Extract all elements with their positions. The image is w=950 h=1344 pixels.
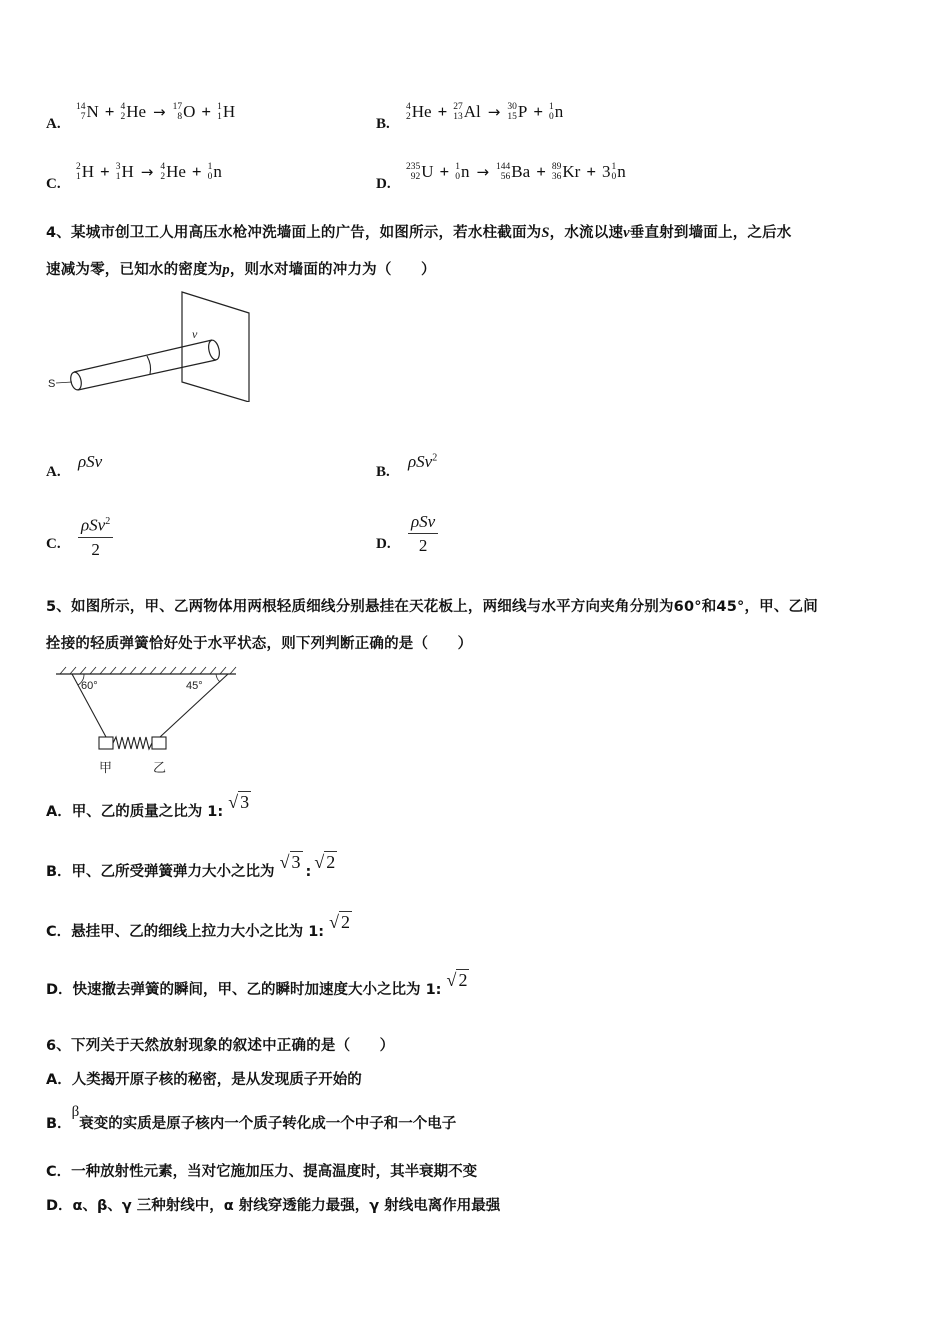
q6-option-c: C．一种放射性元素，当对它施加压力、提高温度时，其半衰期不变 <box>46 1164 478 1180</box>
angle-60-label: 60° <box>81 680 98 692</box>
q3-option-a-label: A. <box>46 116 61 132</box>
figure-v-label: v <box>192 327 198 341</box>
q3-option-d-label: D. <box>376 176 391 192</box>
q4-option-c-expr: $\frac{\rho Sv^2}{2}$ <box>78 512 113 560</box>
angle-45-label: 45° <box>186 680 203 692</box>
q4-option-c-label: C. <box>46 536 61 552</box>
beta-symbol: β <box>71 1104 80 1120</box>
q4-option-a-label: A. <box>46 464 61 480</box>
q6-option-b: B．β衰变的实质是原子核内一个质子转化成一个中子和一个电子 <box>46 1104 457 1132</box>
q4-option-b-label: B. <box>376 464 390 480</box>
q4-question-line2: 速减为零，已知水的密度为p，则水对墙面的冲力为（ ） <box>46 262 436 278</box>
q4-option-d-expr: $\frac{\text{ρSv}}{2}$ <box>408 512 438 556</box>
q5-question-line1: 5、如图所示，甲、乙两物体用两根轻质细线分别悬挂在天花板上，两细线与水平方向夹角分别为60°和45°，甲、乙间 <box>46 599 818 615</box>
spring-figure <box>54 664 244 780</box>
q5-option-a: A．甲、乙的质量之比为 1: √ 3 <box>46 792 250 820</box>
q3-option-d-equation: 235 92 U + 1 0 n → 144 56 Ba + 89 36 Kr + 3 1 0 n <box>406 162 626 182</box>
q3-option-c-label: C. <box>46 176 61 192</box>
q5-option-d: D．快速撤去弹簧的瞬间，甲、乙的瞬时加速度大小之比为 1: √ 2 <box>46 970 468 998</box>
figure-s-label: S <box>48 378 56 390</box>
q4-option-b-expr: ρSv$^2$ <box>408 452 438 471</box>
q4-option-d-label: D. <box>376 536 391 552</box>
q3-option-b-equation: 4 2 He + 27 13 Al → 30 15 P + 1 0 n <box>406 102 564 122</box>
q4-question-line1: 4、某城市创卫工人用高压水枪冲洗墙面上的广告，如图所示，若水柱截面为S，水流以速v垂直射到墙面上，之后水 <box>46 225 792 241</box>
water-jet-figure <box>44 290 254 402</box>
q5-question-line2: 拴接的轻质弹簧恰好处于水平状态，则下列判断正确的是（ ） <box>46 636 473 652</box>
q3-option-a-equation: 14 7 N + 4 2 He → 17 8 O + 1 1 H <box>76 102 236 122</box>
q6-option-d: D．α、β、γ 三种射线中，α 射线穿透能力最强，γ 射线电离作用最强 <box>46 1198 501 1214</box>
q3-option-c-equation: 2 1 H + 3 1 H → 4 2 He + 1 0 n <box>76 162 222 182</box>
block-yi <box>152 737 166 749</box>
q5-option-c: C．悬挂甲、乙的细线上拉力大小之比为 1: √ 2 <box>46 912 351 940</box>
label-yi: 乙 <box>153 761 167 776</box>
q6-question: 6、下列关于天然放射现象的叙述中正确的是（ ） <box>46 1038 395 1054</box>
label-jia: 甲 <box>99 761 113 776</box>
q5-option-b: B．甲、乙所受弹簧弹力大小之比为 √ 3 : √ 2 <box>46 852 336 880</box>
q6-option-a: A．人类揭开原子核的秘密，是从发现质子开始的 <box>46 1072 362 1088</box>
q4-option-a-expr: ρSv <box>78 452 103 471</box>
block-jia <box>99 737 113 749</box>
q3-option-b-label: B. <box>376 116 390 132</box>
spring <box>113 737 152 749</box>
